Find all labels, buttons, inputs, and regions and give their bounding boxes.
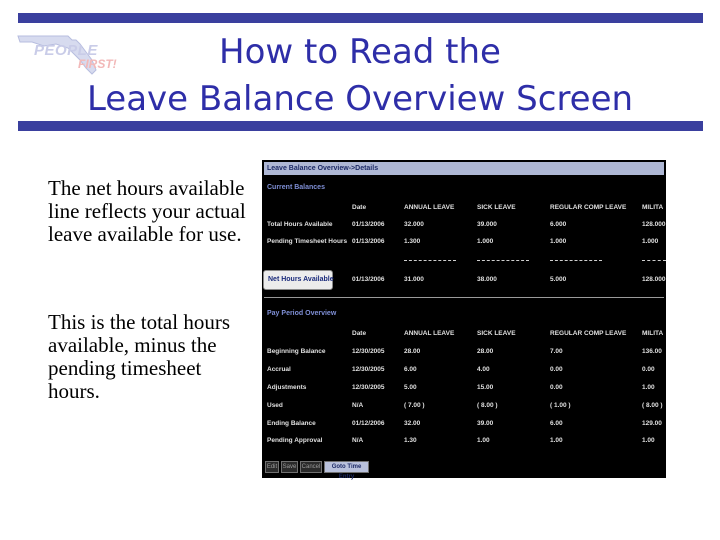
row-date: 12/30/2005 [352, 348, 385, 355]
col-header-sick: SICK LEAVE [477, 204, 516, 211]
row-annual: 31.000 [404, 276, 424, 283]
section-divider [264, 297, 664, 298]
row-date: 01/13/2006 [352, 276, 385, 283]
row-sick: 1.000 [477, 238, 494, 245]
col-header-sick: SICK LEAVE [477, 330, 516, 337]
row-military: 129.00 [642, 420, 662, 427]
row-date: 01/13/2006 [352, 221, 385, 228]
row-date: N/A [352, 437, 364, 444]
row-annual: 28.00 [404, 348, 421, 355]
row-annual: 32.000 [404, 221, 424, 228]
logo-text-first: FIRST! [78, 57, 117, 71]
note-total-hours: This is the total hours available, minus the pending timesheet hours. [48, 310, 230, 403]
row-sick: 15.00 [477, 384, 494, 391]
col-header-date: Date [352, 330, 367, 337]
row-comp: 5.000 [550, 276, 567, 283]
row-annual: 6.00 [404, 366, 417, 373]
row-date: 12/30/2005 [352, 384, 385, 391]
note-net-hours: The net hours available line reflects your actual leave available for use. [48, 176, 246, 246]
row-military: 1.000 [642, 238, 659, 245]
top-accent-rule [18, 13, 703, 23]
row-comp: 6.00 [550, 420, 563, 427]
row-label: Total Hours Available [267, 221, 333, 228]
row-sick: 39.000 [477, 221, 497, 228]
row-annual: 1.30 [404, 437, 417, 444]
goto-time-entry-button[interactable]: Goto Time Entry [324, 461, 369, 473]
row-label: Beginning Balance [267, 348, 326, 355]
row-sick: 1.00 [477, 437, 490, 444]
row-sick: 39.00 [477, 420, 494, 427]
row-annual: 1.300 [404, 238, 421, 245]
row-sick: 4.00 [477, 366, 490, 373]
row-annual: 5.00 [404, 384, 417, 391]
col-header-annual: ANNUAL LEAVE [404, 330, 455, 337]
col-header-military: MILITA [642, 204, 664, 211]
logo-text-people: PEOPLE [34, 42, 98, 59]
row-label: Accrual [267, 366, 291, 373]
row-sick: 38.000 [477, 276, 497, 283]
bottom-accent-rule [18, 121, 703, 131]
section-title-period: Pay Period Overview [267, 310, 337, 317]
col-header-comp: REGULAR COMP LEAVE [550, 204, 627, 211]
breadcrumb: Leave Balance Overview->Details [264, 162, 664, 175]
row-comp: 1.00 [550, 437, 563, 444]
slide-title-line-2: Leave Balance Overview Screen [86, 79, 634, 119]
row-comp: 1.000 [550, 238, 567, 245]
row-comp: ( 1.00 ) [550, 402, 571, 409]
row-sick: ( 8.00 ) [477, 402, 498, 409]
row-label: Ending Balance [267, 420, 316, 427]
row-comp: 0.00 [550, 384, 563, 391]
total-divider [404, 260, 456, 261]
row-date: 12/30/2005 [352, 366, 385, 373]
row-label: Adjustments [267, 384, 307, 391]
row-sick: 28.00 [477, 348, 494, 355]
row-military: 1.00 [642, 384, 655, 391]
cancel-button[interactable]: Cancel [300, 461, 322, 473]
total-divider [642, 260, 666, 261]
col-header-comp: REGULAR COMP LEAVE [550, 330, 627, 337]
row-comp: 7.00 [550, 348, 563, 355]
row-annual: 32.00 [404, 420, 421, 427]
col-header-date: Date [352, 204, 367, 211]
row-military: 128.000 [642, 276, 666, 283]
row-label: Pending Approval [267, 437, 323, 444]
row-military: 1.00 [642, 437, 655, 444]
row-military: 136.00 [642, 348, 662, 355]
col-header-military: MILITA [642, 330, 664, 337]
col-header-annual: ANNUAL LEAVE [404, 204, 455, 211]
section-title-current: Current Balances [267, 184, 325, 191]
slide-title-line-1: How to Read the [219, 32, 501, 72]
row-label: Pending Timesheet Hours [267, 238, 348, 245]
row-annual: ( 7.00 ) [404, 402, 425, 409]
net-hours-available-callout: Net Hours Available [263, 270, 333, 290]
row-label: Used [267, 402, 283, 409]
row-comp: 6.000 [550, 221, 567, 228]
row-date: 01/13/2006 [352, 238, 385, 245]
save-button[interactable]: Save [281, 461, 298, 473]
row-military: ( 8.00 ) [642, 402, 663, 409]
row-military: 128.000 [642, 221, 666, 228]
row-date: N/A [352, 402, 364, 409]
edit-button[interactable]: Edit [265, 461, 279, 473]
total-divider [550, 260, 602, 261]
total-divider [477, 260, 529, 261]
row-military: 0.00 [642, 366, 655, 373]
leave-balance-screenshot [262, 160, 666, 478]
row-date: 01/12/2006 [352, 420, 385, 427]
row-comp: 0.00 [550, 366, 563, 373]
